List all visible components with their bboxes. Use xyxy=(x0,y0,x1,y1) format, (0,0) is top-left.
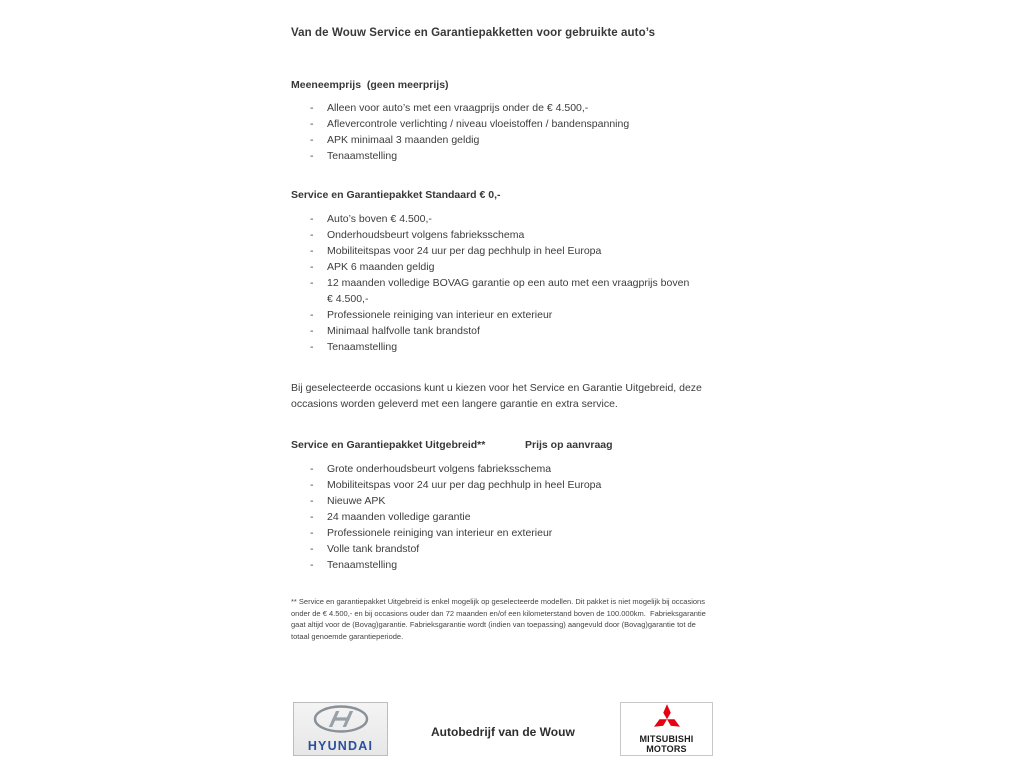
meeneemprijs-list xyxy=(291,100,715,164)
list-item: - Aflevercontrole verlichting / niveau vloeistoffen / bandenspanning xyxy=(291,116,715,132)
mitsubishi-wordmark xyxy=(639,734,693,754)
list-item: - 24 maanden volledige garantie xyxy=(291,509,715,525)
list-item: - 12 maanden volledige BOVAG garantie op een auto met een vraagprijs boven € 4.500,- xyxy=(291,275,715,307)
document-content xyxy=(291,0,715,768)
list-item: - Professionele reiniging van interieur en exterieur xyxy=(291,525,715,541)
list-item: - Mobiliteitspas voor 24 uur per dag pechhulp in heel Europa xyxy=(291,243,715,259)
standaard-list xyxy=(291,211,715,355)
list-item: - Tenaamstelling xyxy=(291,557,715,573)
section-heading-standaard: Service en Garantiepakket Standaard € 0,- xyxy=(291,189,501,201)
list-item: - Mobiliteitspas voor 24 uur per dag pechhulp in heel Europa xyxy=(291,477,715,493)
list-item: - APK 6 maanden geldig xyxy=(291,259,715,275)
document-title: Van de Wouw Service en Garantiepakketten voor gebruikte auto’s xyxy=(291,27,656,39)
list-item: - Tenaamstelling xyxy=(291,339,715,355)
list-item: - Minimaal halfvolle tank brandstof xyxy=(291,323,715,339)
list-item: - Grote onderhoudsbeurt volgens fabrieksschema xyxy=(291,461,715,477)
hyundai-logo xyxy=(293,702,388,756)
footer xyxy=(291,702,715,756)
mitsubishi-wordmark-line2: MOTORS xyxy=(646,744,687,754)
list-item: - Alleen voor auto’s met een vraagprijs onder de € 4.500,- xyxy=(291,100,715,116)
list-item: - Professionele reiniging van interieur en exterieur xyxy=(291,307,715,323)
list-item: - Nieuwe APK xyxy=(291,493,715,509)
intro-paragraph-uitgebreid: Bij geselecteerde occasions kunt u kiezen voor het Service en Garantie Uitgebreid, deze occasions worden geleverd met een langere garantie en extra service. xyxy=(291,382,702,410)
uitgebreid-list xyxy=(291,461,715,573)
section-heading-uitgebreid-label: Service en Garantiepakket Uitgebreid** xyxy=(291,439,486,451)
list-item: - Volle tank brandstof xyxy=(291,541,715,557)
mitsubishi-wordmark-line1: MITSUBISHI xyxy=(639,734,694,744)
list-item: - APK minimaal 3 maanden geldig xyxy=(291,132,715,148)
dealer-name: Autobedrijf van de Wouw xyxy=(431,725,575,739)
list-item: - Auto’s boven € 4.500,- xyxy=(291,211,715,227)
section-heading-meeneemprijs: Meeneemprijs (geen meerprijs) xyxy=(291,79,449,91)
hyundai-oval-icon xyxy=(312,705,370,738)
hyundai-wordmark: HYUNDAI xyxy=(307,739,374,753)
price-note: Prijs op aanvraag xyxy=(525,439,613,451)
section-heading-uitgebreid xyxy=(291,439,731,451)
list-item: - Tenaamstelling xyxy=(291,148,715,164)
mitsubishi-logo xyxy=(620,702,713,756)
list-item: - Onderhoudsbeurt volgens fabrieksschema xyxy=(291,227,715,243)
footnote-conditions: ** Service en garantiepakket Uitgebreid is enkel mogelijk op geselecteerde modellen. Dit pakket is niet mogelijk bij occasions onder de € 4.500,- en bij occasions ouder dan 72 maanden en/of een kilometerstand boven de 100.000km. Fabrieksgarantie gaat altijd voor de (Bovag)garantie. Fabrieksgarantie wordt (indien van toepassing) aangevuld door (Bovag)garantie tot de totaal genoemde garantieperiode. xyxy=(291,597,706,641)
mitsubishi-diamonds-icon xyxy=(652,704,682,732)
